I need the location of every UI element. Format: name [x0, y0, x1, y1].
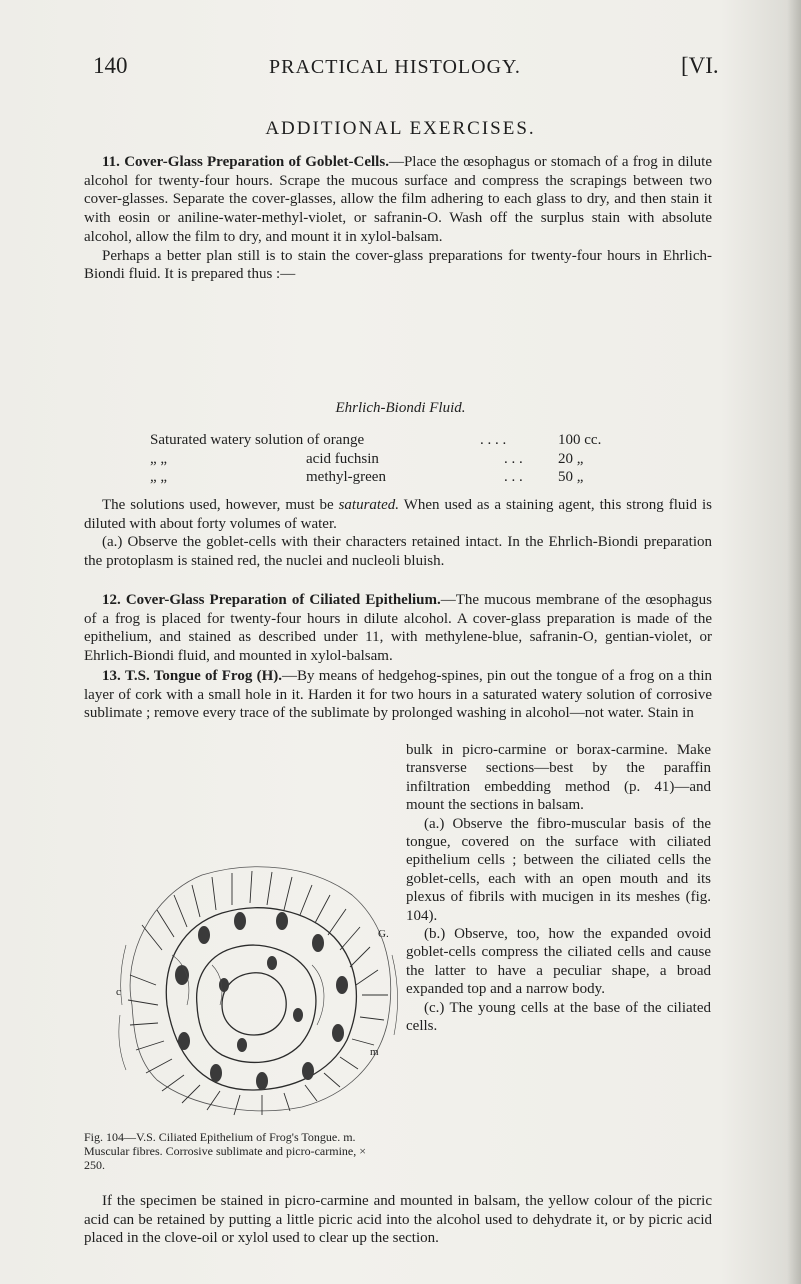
ex13-conclusion-paragraph: If the specimen be stained in picro-carmine and mounted in balsam, the yellow colour of the picric acid can be retained by putting a little picric acid into the alcohol used to dehydrate it, or by picric acid placed in the clove-oil or xylol used to clear up the section. — [84, 1193, 712, 1246]
ex11-body: —Place the œsophagus or stomach of a frog in dilute alcohol for twenty-four hours. Scrape the mucous surface and compress the scrapings between two cover-glasses. Separate the cover-glasses, allow the film adhering to each glass to dry, and then stain it with eosin or aniline-water-methyl-violet, or safranin-O. Wash off the surplus stain with absolute alcohol, allow the film to dry, and mount it in xylol-balsam. — [84, 154, 713, 245]
section-title: ADDITIONAL EXERCISES. — [265, 118, 536, 139]
formula-row — [150, 432, 710, 451]
chapter-marker: [VI. — [681, 53, 719, 78]
formula-dots: . . . — [504, 450, 523, 467]
exercise-11 — [84, 153, 712, 284]
formula-ditto: „ „ — [150, 450, 168, 467]
formula-amount: 100 cc. — [558, 432, 602, 448]
ex11-paragraph — [84, 153, 712, 247]
notes-emphasis: saturated. — [338, 497, 400, 513]
formula-row — [150, 469, 710, 488]
ex12-body: —The mucous membrane of the œsophagus of a frog is placed for twenty-four hours in dilute alcohol. A cover-glass preparation is made of the epithelium, and stained as described under 11, with methylene-blue, safranin-O, gentian-violet, or Ehrlich-Biondi fluid, and mounted in xylol-balsam. — [84, 592, 712, 665]
fig-label-c: c — [116, 986, 121, 998]
ex13-paragraph — [84, 667, 712, 723]
formula-table — [150, 432, 710, 488]
notes-text-2: When used as a staining agent, this strong fluid is diluted with about forty volumes of water. — [84, 497, 712, 532]
ex13-number: 13. — [102, 668, 121, 684]
ex13-conclusion — [84, 1192, 712, 1248]
observation-b: (b.) Observe, too, how the expanded ovoid goblet-cells compress the ciliated cells and cause the latter to have a peculiar shape, a broad expanded top and a narrow body. — [406, 926, 711, 998]
figure-caption: Fig. 104—V.S. Ciliated Epithelium of Frog's Tongue. m. Muscular fibres. Corrosive sublimate and picro-carmine, × 250. — [84, 1130, 367, 1172]
formula-ingredient: Saturated watery solution of orange — [150, 432, 365, 448]
formula-dots: . . . . — [480, 432, 507, 448]
formula-notes — [84, 496, 712, 571]
notes-paragraph — [84, 496, 712, 533]
observation-a: (a.) Observe the fibro-muscular basis of the tongue, covered on the surface with ciliated epithelium cells ; between the ciliated cells the goblet-cells, each with an open mouth and its plexus of fibrils with mucigen in its meshes (fig. 104). — [406, 815, 711, 924]
exercise-12 — [84, 591, 712, 666]
fig-label-m: m — [370, 1046, 379, 1058]
formula-ditto: „ „ — [150, 469, 168, 485]
ex13-column-intro: bulk in picro-carmine or borax-carmine. Make transverse sections—best by the paraffin infiltration embedding method (p. 41)—and mount the sections in balsam. — [406, 742, 711, 814]
ex13-body: —By means of hedgehog-spines, pin out the tongue of a frog on a thin layer of cork with a small hole in it. Harden it for two hours in a saturated watery solution of corrosive sublimate ; remove every trace of the sublimate by prolonged washing in alcohol—not water. Stain in — [84, 668, 713, 722]
running-head — [93, 53, 733, 83]
ex11-number: 11. — [102, 154, 120, 170]
ex12-paragraph — [84, 591, 712, 666]
page-number: 140 — [93, 53, 128, 78]
formula-row — [150, 451, 710, 470]
ex12-heading: Cover-Glass Preparation of Ciliated Epithelium. — [125, 592, 441, 608]
observation-a: (a.) Observe the goblet-cells with their characters retained intact. In the Ehrlich-Biondi preparation the protoplasm is stained red, the nuclei and nucleoli bluish. — [84, 534, 712, 570]
ex12-number: 12. — [102, 592, 121, 608]
formula-ingredient: methyl-green — [306, 469, 386, 485]
running-title: PRACTICAL HISTOLOGY. — [269, 56, 521, 78]
notes-text: The solutions used, however, must be — [102, 497, 339, 513]
ciliated-epithelium-figure — [112, 855, 402, 1123]
ex13-heading: T.S. Tongue of Frog (H). — [125, 668, 282, 684]
observation-c: (c.) The young cells at the base of the ciliated cells. — [406, 999, 711, 1035]
formula-title: Ehrlich-Biondi Fluid. — [335, 400, 466, 416]
formula-amount: 50 „ — [558, 469, 584, 485]
ex11-paragraph-2: Perhaps a better plan still is to stain the cover-glass preparations for twenty-four hours in Ehrlich-Biondi fluid. It is prepared thus :— — [84, 247, 712, 283]
formula-amount: 20 „ — [558, 450, 584, 467]
exercise-13 — [84, 667, 712, 723]
ex11-heading: Cover-Glass Preparation of Goblet-Cells. — [124, 154, 389, 170]
formula-ingredient: acid fuchsin — [306, 450, 379, 467]
ex13-column — [406, 741, 711, 1036]
formula-dots: . . . — [504, 469, 523, 485]
fig-label-g: G. — [378, 928, 389, 940]
page-edge-shadow — [787, 0, 801, 1284]
